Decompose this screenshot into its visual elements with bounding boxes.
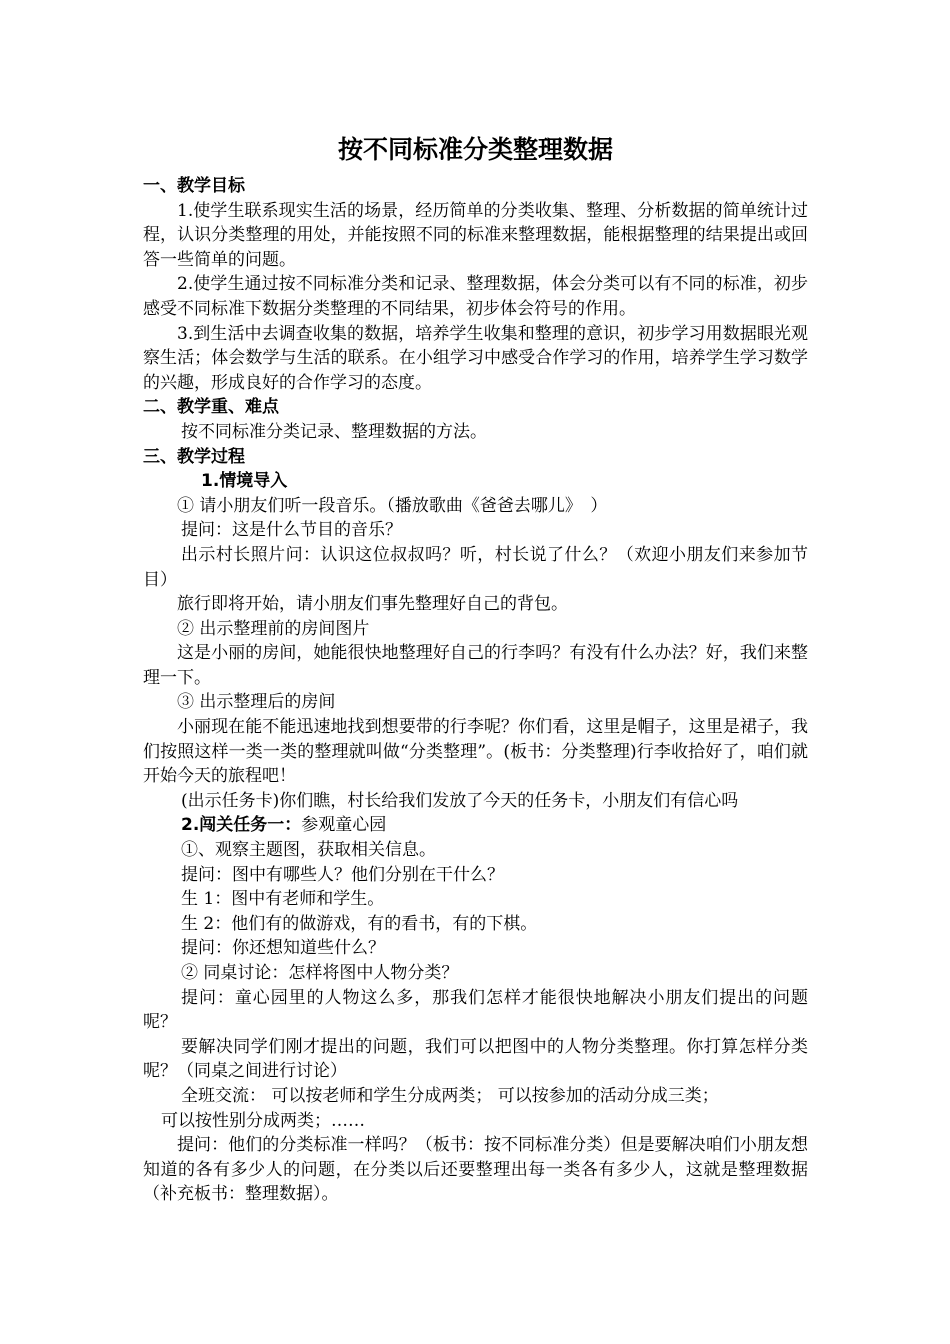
page-title: 按不同标准分类整理数据: [337, 135, 613, 164]
paragraph: 提问：童心园里的人物这么多，那我们怎样才能很快地解决小朋友们提出的问题呢？: [143, 987, 808, 1033]
subsection-intro: 1.情境导入: [201, 471, 288, 492]
paragraph: 这是小丽的房间，她能很快地整理好自己的行李吗？有没有什么办法？好，我们来整理一下。: [143, 643, 808, 688]
paragraph: 可以按性别分成两类；……: [161, 1110, 365, 1131]
paragraph: 要解决同学们刚才提出的问题，我们可以把图中的人物分类整理。你打算怎样分类呢？（同桌之间进行讨论）: [143, 1036, 808, 1082]
paragraph: ② 出示整理前的房间图片: [177, 618, 370, 639]
paragraph: ①、观察主题图，获取相关信息。: [181, 840, 436, 861]
objective-1: 1.使学生联系现实生活的场景，经历简单的分类收集、整理、分析数据的简单统计过程，认识分类整理的用处，并能按照不同的标准来整理数据，能根据整理的结果提出或回答一些简单的问题。: [143, 200, 808, 270]
paragraph: 旅行即将开始，请小朋友们事先整理好自己的背包。: [177, 594, 568, 615]
paragraph: ① 请小朋友们听一段音乐。（播放歌曲《爸爸去哪儿》 ）: [177, 495, 608, 516]
paragraph: 全班交流： 可以按老师和学生分成两类； 可以按参加的活动分成三类；: [181, 1085, 719, 1106]
subsection-task-one: [143, 813, 808, 838]
subsection-task-one-title: 参观童心园: [301, 815, 387, 836]
paragraph: ③ 出示整理后的房间: [177, 692, 336, 713]
paragraph: 出示村长照片问：认识这位叔叔吗？听，村长说了什么？（欢迎小朋友们来参加节目）: [143, 544, 808, 590]
section-heading-objectives: 一、教学目标: [143, 176, 245, 196]
paragraph: 提问：图中有哪些人？他们分别在干什么？: [181, 864, 504, 885]
paragraph: 生 2：他们有的做游戏，有的看书，有的下棋。: [181, 913, 538, 934]
paragraph: (出示任务卡)你们瞧，村长给我们发放了今天的任务卡，小朋友们有信心吗: [181, 790, 739, 811]
objective-2: 2.使学生通过按不同标准分类和记录、整理数据，体会分类可以有不同的标准，初步感受不同标准下数据分类整理的不同结果，初步体会符号的作用。: [143, 274, 808, 319]
paragraph: 生 1：图中有老师和学生。: [181, 889, 385, 910]
paragraph: 提问：他们的分类标准一样吗？（板书：按不同标准分类）但是要解决咱们小朋友想知道的各有多少人的问题，在分类以后还要整理出每一类各有多少人，这就是整理数据（补充板书：整理数据）。: [143, 1135, 808, 1205]
document-body: [143, 130, 808, 1207]
key-points-text: 按不同标准分类记录、整理数据的方法。: [181, 421, 487, 442]
subsection-task-one-label: 2.闯关任务一：: [181, 815, 302, 836]
paragraph: 小丽现在能不能迅速地找到想要带的行李呢？你们看，这里是帽子，这里是裙子，我们按照这样一类一类的整理就叫做“分类整理”。(板书：分类整理)行李收拾好了，咱们就开始今天的旅程吧！: [143, 717, 808, 787]
paragraph: ② 同桌讨论：怎样将图中人物分类？: [181, 963, 459, 983]
section-heading-key-points: 二、教学重、难点: [143, 397, 279, 418]
objective-3: 3.到生活中去调查收集的数据，培养学生收集和整理的意识，初步学习用数据眼光观察生活；体会数学与生活的联系。在小组学习中感受合作学习的作用，培养学生学习数学的兴趣，形成良好的合作学习的态度。: [143, 323, 808, 393]
paragraph: 提问：这是什么节目的音乐？: [181, 520, 402, 541]
paragraph: 提问：你还想知道些什么？: [181, 938, 385, 959]
section-heading-process: 三、教学过程: [143, 446, 245, 467]
